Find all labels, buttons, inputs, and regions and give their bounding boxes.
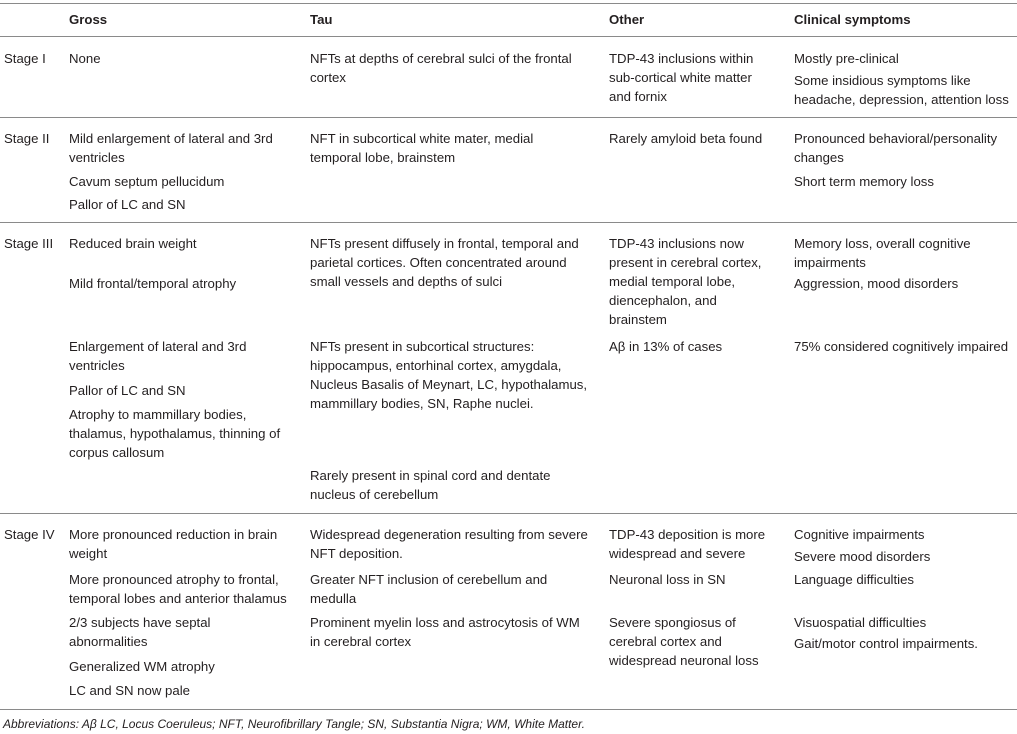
clinical-line: Severe mood disorders <box>794 549 931 564</box>
other-line: TDP-43 inclusions now <box>609 236 744 251</box>
gross-line: Mild frontal/temporal atrophy <box>69 276 237 291</box>
clinical-line: Visuospatial difficulties <box>794 615 927 630</box>
tau-line: medulla <box>310 591 357 606</box>
gross-line: ventricles <box>69 150 125 165</box>
rule-stage-2 <box>0 222 1017 223</box>
other-line: TDP-43 inclusions within <box>609 51 754 66</box>
header-other: Other <box>609 12 645 27</box>
clinical-line: 75% considered cognitively impaired <box>794 339 1009 354</box>
tau-line: in cerebral cortex <box>310 634 412 649</box>
other-line: present in cerebral cortex, <box>609 255 762 270</box>
tau-line: Greater NFT inclusion of cerebellum and <box>310 572 548 587</box>
tau-line: nucleus of cerebellum <box>310 487 439 502</box>
header-gross: Gross <box>69 12 108 27</box>
gross-line: Enlargement of lateral and 3rd <box>69 339 247 354</box>
gross-line: abnormalities <box>69 634 148 649</box>
gross-line: weight <box>69 546 108 561</box>
header-tau: Tau <box>310 12 333 27</box>
gross-line: None <box>69 51 101 66</box>
tau-line: Nucleus Basalis of Meynart, LC, hypothalamus, <box>310 377 588 392</box>
tau-line: parietal cortices. Often concentrated around <box>310 255 567 270</box>
other-line: cerebral cortex and <box>609 634 722 649</box>
clinical-line: changes <box>794 150 844 165</box>
other-line: TDP-43 deposition is more <box>609 527 766 542</box>
gross-line: Pallor of LC and SN <box>69 197 186 212</box>
rule-bottom <box>0 709 1017 710</box>
other-line: sub-cortical white matter <box>609 70 752 85</box>
clinical-line: Language difficulties <box>794 572 915 587</box>
header-clinical-symptoms: Clinical symptoms <box>794 12 911 27</box>
clinical-line: Gait/motor control impairments. <box>794 636 978 651</box>
tau-line: small vessels and depths of sulci <box>310 274 503 289</box>
gross-line: Reduced brain weight <box>69 236 197 251</box>
clinical-line: Some insidious symptoms like <box>794 73 971 88</box>
gross-line: temporal lobes and anterior thalamus <box>69 591 287 606</box>
tau-line: NFT in subcortical white mater, medial <box>310 131 534 146</box>
gross-line: More pronounced atrophy to frontal, <box>69 572 279 587</box>
gross-line: LC and SN now pale <box>69 683 190 698</box>
tau-line: Prominent myelin loss and astrocytosis of WM <box>310 615 580 630</box>
clinical-line: headache, depression, attention loss <box>794 92 1009 107</box>
clinical-line: Pronounced behavioral/personality <box>794 131 998 146</box>
abbreviations-footnote: Abbreviations: Aβ LC, Locus Coeruleus; NFT, Neurofibrillary Tangle; SN, Substantia Nigra; WM, White Matter. <box>3 717 585 731</box>
gross-line: Mild enlargement of lateral and 3rd <box>69 131 273 146</box>
stage-label: Stage I <box>4 51 46 66</box>
rule-header <box>0 36 1017 37</box>
tau-line: cortex <box>310 70 346 85</box>
tau-line: Widespread degeneration resulting from severe <box>310 527 588 542</box>
clinical-line: impairments <box>794 255 866 270</box>
tau-line: NFTs present in subcortical structures: <box>310 339 535 354</box>
other-line: widespread neuronal loss <box>609 653 759 668</box>
stage-label: Stage II <box>4 131 50 146</box>
tau-line: hippocampus, entorhinal cortex, amygdala, <box>310 358 562 373</box>
other-line: Severe spongiosus of <box>609 615 736 630</box>
gross-line: corpus callosum <box>69 445 165 460</box>
rule-stage-3 <box>0 513 1017 514</box>
gross-line: thalamus, hypothalamus, thinning of <box>69 426 281 441</box>
tau-line: mammillary bodies, SN, Raphe nuclei. <box>310 396 534 411</box>
tau-line: NFTs present diffusely in frontal, temporal and <box>310 236 579 251</box>
clinical-line: Aggression, mood disorders <box>794 276 959 291</box>
other-line: diencephalon, and <box>609 293 717 308</box>
tau-line: NFTs at depths of cerebral sulci of the frontal <box>310 51 572 66</box>
other-line: Aβ in 13% of cases <box>609 339 723 354</box>
gross-line: Cavum septum pellucidum <box>69 174 225 189</box>
stage-label: Stage IV <box>4 527 55 542</box>
other-line: widespread and severe <box>609 546 746 561</box>
other-line: and fornix <box>609 89 667 104</box>
other-line: Rarely amyloid beta found <box>609 131 763 146</box>
gross-line: Generalized WM atrophy <box>69 659 215 674</box>
gross-line: More pronounced reduction in brain <box>69 527 278 542</box>
stage-label: Stage III <box>4 236 54 251</box>
other-line: medial temporal lobe, <box>609 274 736 289</box>
gross-line: 2/3 subjects have septal <box>69 615 211 630</box>
gross-line: ventricles <box>69 358 125 373</box>
clinical-line: Short term memory loss <box>794 174 934 189</box>
rule-top <box>0 3 1017 4</box>
clinical-line: Mostly pre-clinical <box>794 51 899 66</box>
tau-line: Rarely present in spinal cord and dentate <box>310 468 551 483</box>
other-line: Neuronal loss in SN <box>609 572 726 587</box>
other-line: brainstem <box>609 312 667 327</box>
clinical-line: Memory loss, overall cognitive <box>794 236 971 251</box>
gross-line: Atrophy to mammillary bodies, <box>69 407 247 422</box>
tau-line: temporal lobe, brainstem <box>310 150 456 165</box>
tau-line: NFT deposition. <box>310 546 403 561</box>
clinical-line: Cognitive impairments <box>794 527 925 542</box>
rule-stage-1 <box>0 117 1017 118</box>
gross-line: Pallor of LC and SN <box>69 383 186 398</box>
